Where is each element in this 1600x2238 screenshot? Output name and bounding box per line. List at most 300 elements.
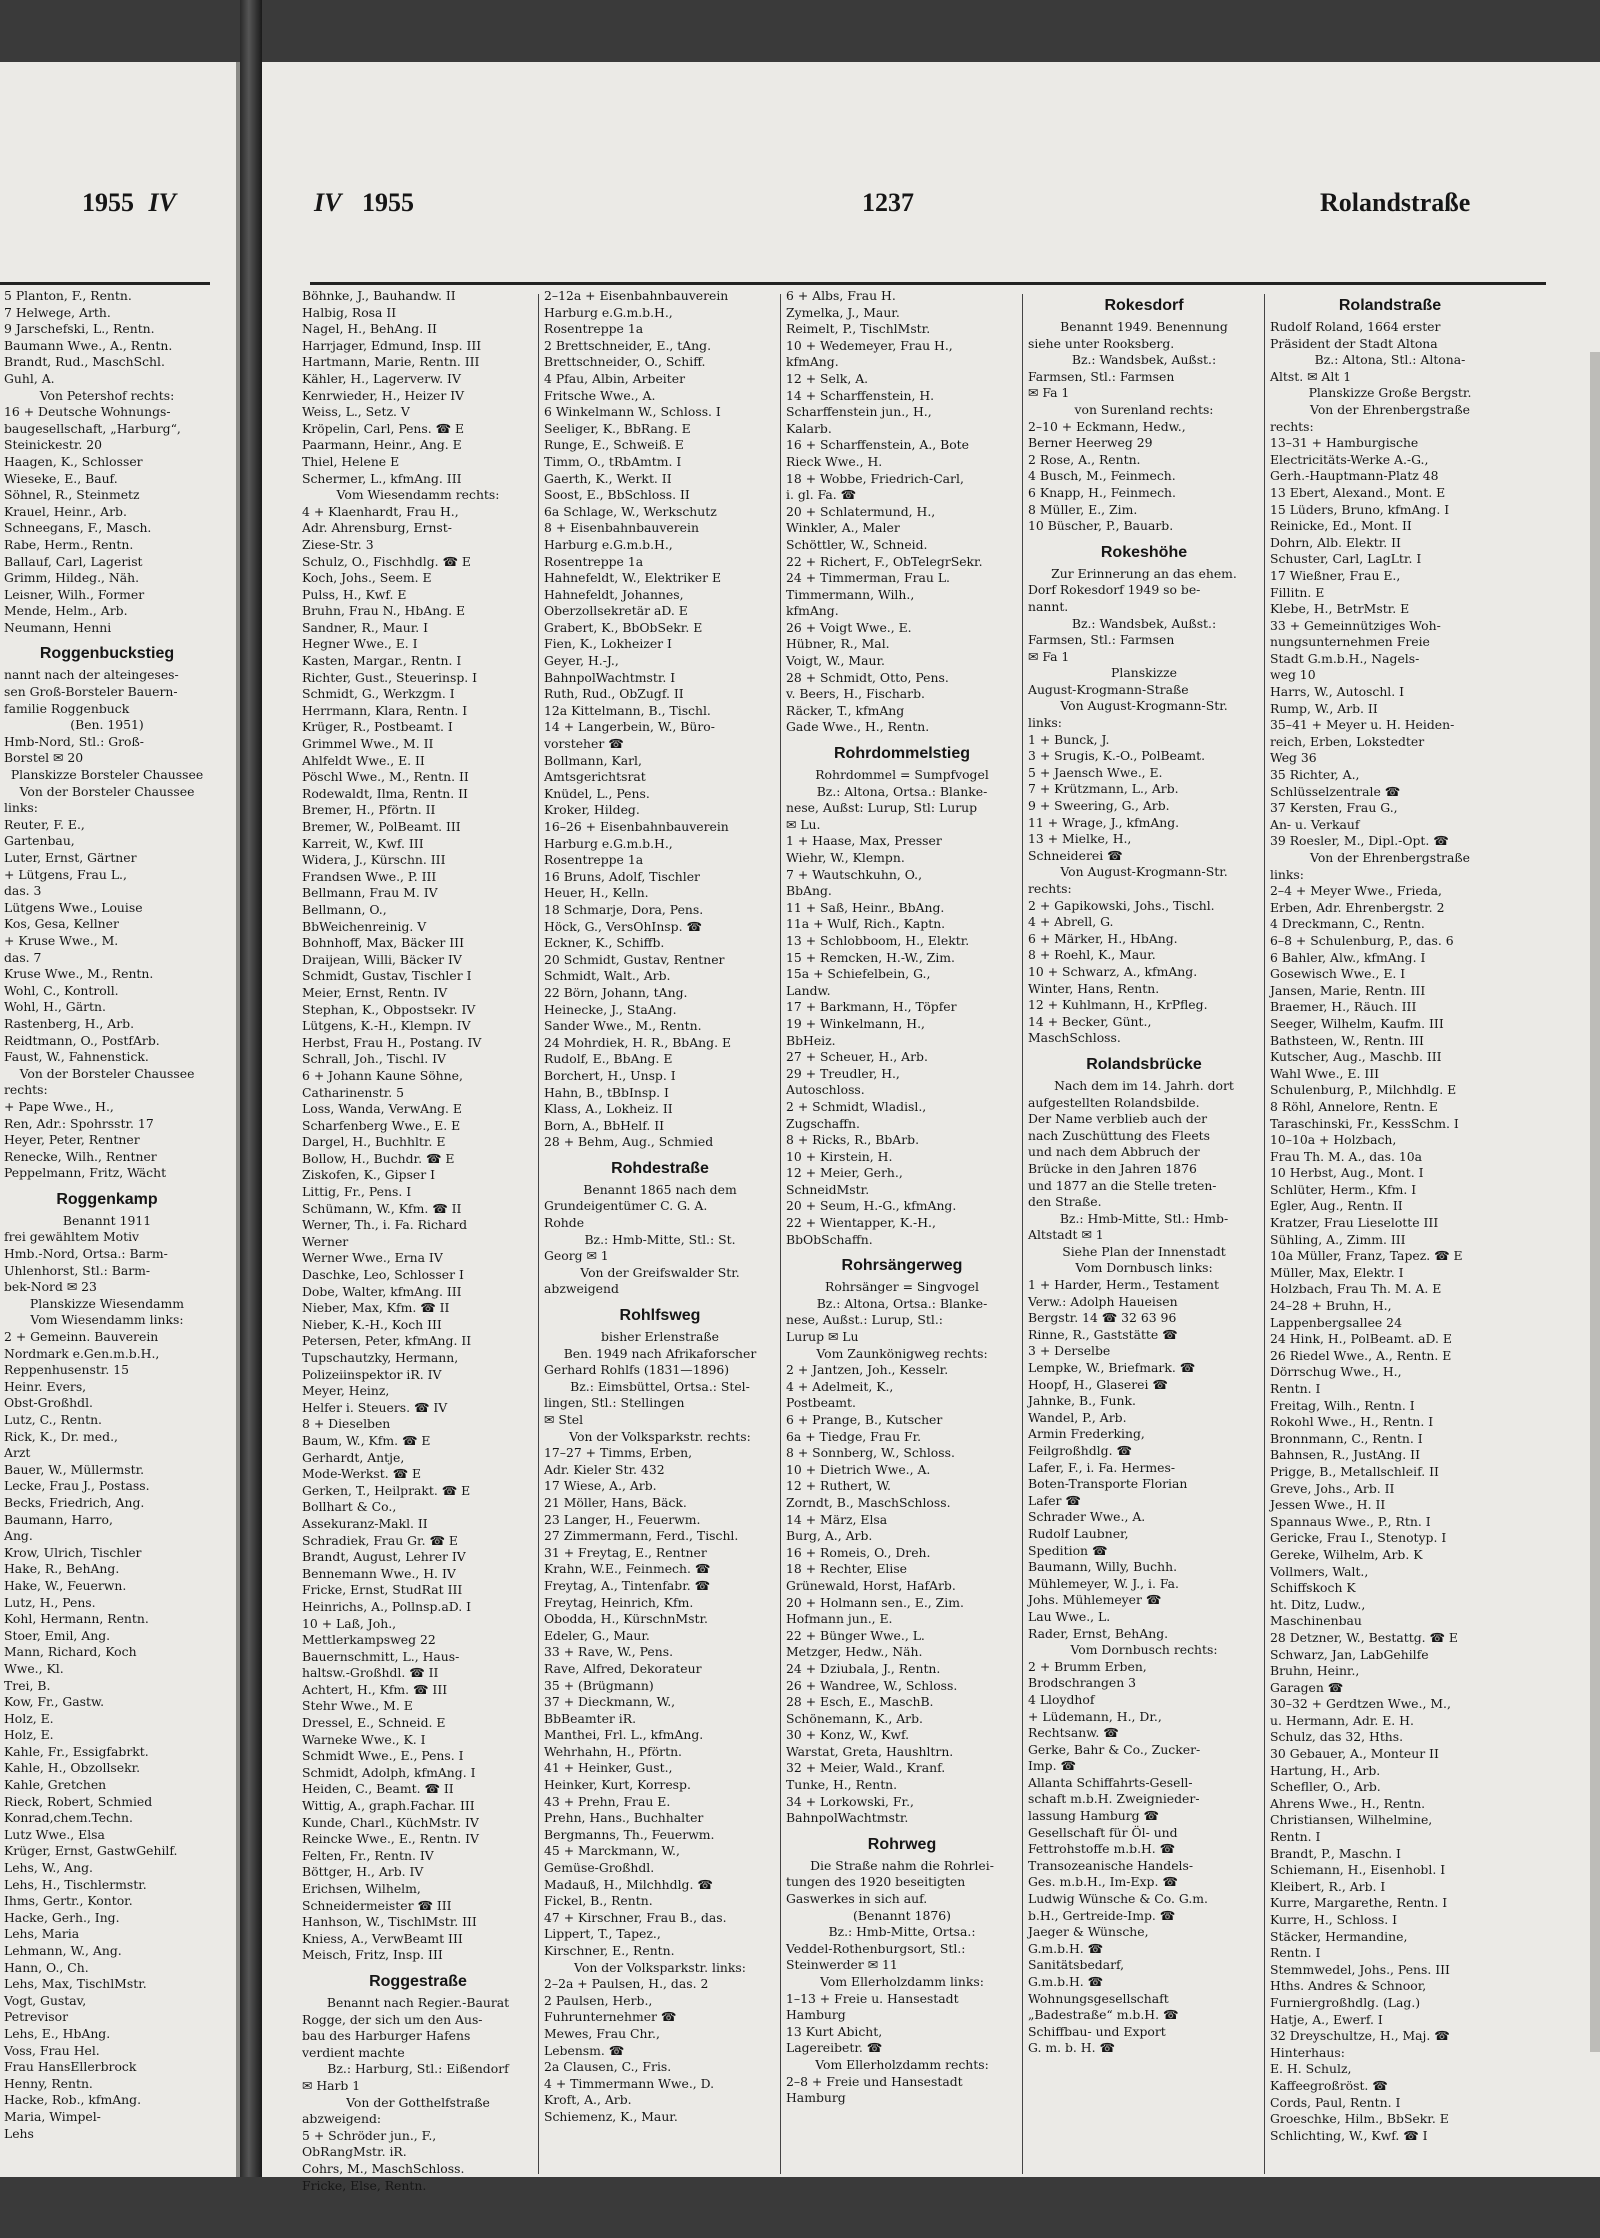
directory-entry: BbWeichenreinig. V: [302, 918, 427, 934]
directory-entry: BahnpolWachtmstr. I: [544, 669, 676, 685]
directory-entry: Brettschneider, O., Schiff.: [544, 354, 706, 370]
directory-entry: Gerke, Bahr & Co., Zucker-: [1028, 1741, 1201, 1757]
directory-entry: 8 + Roehl, K., Maur.: [1028, 947, 1156, 963]
directory-entry: Klebe, H., BetrMstr. E: [1270, 601, 1410, 617]
directory-entry: Grünewald, Horst, HafArb.: [786, 1577, 956, 1593]
directory-entry: 14 + Scharffenstein, H.: [786, 387, 935, 403]
directory-entry: Hake, W., Feuerwn.: [4, 1577, 127, 1593]
directory-entry: Stephan, K., Obpostsekr. IV: [302, 1001, 476, 1017]
directory-entry: 6a + Tiedge, Frau Fr.: [786, 1428, 922, 1444]
directory-entry: Rosentreppe 1a: [544, 321, 644, 337]
directory-entry: Bollmann, Karl,: [544, 752, 642, 768]
directory-entry: Bergstr. 14 ☎ 32 63 96: [1028, 1310, 1177, 1326]
directory-entry: Polizeiinspektor iR. IV: [302, 1366, 442, 1382]
directory-entry: 31 + Freytag, E., Rentner: [544, 1544, 707, 1560]
directory-entry: 28 + Schmidt, Otto, Pens.: [786, 669, 949, 685]
directory-entry: 43 + Prehn, Frau E.: [544, 1793, 671, 1809]
directory-entry: Bruhn, Heinr.,: [1270, 1663, 1360, 1679]
directory-entry: 4 + Adelmeit, K.,: [786, 1378, 894, 1394]
directory-entry: Schümann, W., Kfm. ☎ II: [302, 1200, 462, 1216]
directory-entry: kfmAng.: [786, 603, 839, 619]
directory-entry: Krüger, Ernst, GastwGehilf.: [4, 1843, 178, 1859]
directory-entry: Benannt 1865 nach dem: [583, 1181, 737, 1197]
directory-entry: Schmidt, Gustav, Tischler I: [302, 968, 472, 984]
directory-entry: Koch, Johs., Seem. E: [302, 570, 432, 586]
directory-entry: Peppelmann, Fritz, Wächt: [4, 1165, 167, 1181]
directory-entry: Lutz, C., Rentn.: [4, 1412, 102, 1427]
directory-entry: Meyer, Heinz,: [302, 1383, 390, 1399]
directory-entry: Bremer, W., PolBeamt. III: [302, 819, 461, 834]
directory-entry: 10–10a + Holzbach,: [1270, 1132, 1397, 1148]
directory-entry: 20 Schmidt, Gustav, Rentner: [544, 951, 725, 967]
left-header-rule: [0, 282, 210, 285]
directory-entry: Becks, Friedrich, Ang.: [4, 1494, 145, 1510]
directory-entry: weg 10: [1270, 667, 1316, 683]
directory-entry: 12a Kittelmann, B., Tischl.: [544, 702, 711, 718]
directory-entry: Wohnungsgesellschaft: [1028, 1990, 1169, 2006]
directory-entry: Renecke, Wilh., Rentner: [4, 1148, 157, 1164]
directory-entry: Spedition ☎: [1028, 1542, 1108, 1558]
directory-entry: Schrall, Joh., Tischl. IV: [302, 1051, 446, 1067]
street-heading: Rolandsbrücke: [1086, 1055, 1202, 1073]
directory-entry: Scharfenberg Wwe., E. E: [302, 1117, 461, 1133]
directory-entry: Schlüsselzentrale ☎: [1270, 783, 1401, 799]
directory-entry: Winkler, A., Maler: [786, 520, 900, 536]
directory-entry: Kröpelin, Carl, Pens. ☎ E: [302, 420, 465, 436]
directory-entry: nungsunternehmen Freie: [1270, 634, 1430, 650]
directory-entry: Rogge, der sich um den Aus-: [302, 2011, 483, 2027]
directory-entry: Benannt 1949. Benennung: [1060, 319, 1228, 334]
directory-entry: Holzbach, Frau Th. M. A. E: [1270, 1281, 1442, 1297]
directory-entry: Zorndt, B., MaschSchloss.: [786, 1494, 951, 1510]
directory-entry: Rohrsänger = Singvogel: [825, 1279, 979, 1295]
directory-entry: Lehs, Max, TischlMstr.: [4, 1976, 147, 1992]
column-5: [1270, 288, 1510, 2238]
directory-entry: Dobe, Walter, kfmAng. III: [302, 1283, 462, 1299]
directory-entry: Gaswerkes in sich auf.: [786, 1891, 928, 1907]
directory-entry: Lagereibetr. ☎: [786, 2040, 883, 2056]
directory-entry: Haagen, K., Schlosser: [4, 453, 143, 469]
right-header-year: 1955: [361, 188, 414, 217]
directory-entry: Schiffskoch K: [1270, 1580, 1356, 1596]
directory-entry: Von August-Krogmann-Str.: [1060, 698, 1228, 714]
directory-entry: Petersen, Peter, kfmAng. II: [302, 1333, 472, 1349]
directory-entry: 2–8 + Freie und Hansestadt: [786, 2073, 963, 2089]
directory-entry: das. 7: [4, 949, 42, 965]
directory-entry: Bz.: Altona, Ortsa.: Blanke-: [816, 783, 988, 799]
directory-entry: 10 Büscher, P., Bauarb.: [1028, 518, 1174, 534]
directory-entry: Schulz, das 32, Hths.: [1270, 1729, 1404, 1745]
directory-entry: kfmAng.: [786, 354, 839, 370]
directory-entry: Krow, Ulrich, Tischler: [4, 1544, 142, 1560]
directory-entry: Trei, B.: [4, 1677, 51, 1693]
street-heading: Rohlfsweg: [619, 1307, 701, 1325]
directory-entry: Krahn, W.E., Feinmech. ☎: [544, 1561, 711, 1577]
directory-entry: Heiden, C., Beamt. ☎ II: [302, 1781, 454, 1797]
directory-entry: (Ben. 1951): [70, 717, 144, 733]
directory-entry: 28 + Behm, Aug., Schmied: [544, 1134, 714, 1150]
directory-entry: Lurup ✉ Lu: [786, 1329, 859, 1345]
directory-entry: nese, Außst.: Lurup, Stl.:: [786, 1312, 943, 1328]
directory-entry: Bollow, H., Buchdr. ☎ E: [302, 1150, 455, 1166]
directory-entry: familie Roggenbuck: [4, 700, 130, 716]
street-heading: Roggenkamp: [56, 1190, 158, 1208]
directory-entry: Mettlerkampsweg 22: [302, 1632, 436, 1648]
directory-entry: 18 + Wobbe, Friedrich-Carl,: [786, 470, 964, 486]
directory-entry: Bz.: Wandsbek, Außst.:: [1071, 615, 1217, 631]
directory-entry: 5 + Schröder jun., F.,: [302, 2127, 437, 2143]
directory-entry: Kasten, Margar., Rentn. I: [302, 653, 462, 669]
directory-entry: Ruth, Rud., ObZugf. II: [544, 686, 684, 702]
directory-entry: Von Petershof rechts:: [39, 387, 175, 403]
directory-entry: Schiemann, H., Eisenhobl. I: [1270, 1862, 1446, 1878]
directory-entry: 22 Börn, Johann, tAng.: [544, 984, 688, 1000]
directory-entry: 33 + Gemeinnütziges Woh-: [1270, 617, 1441, 633]
directory-entry: links:: [1028, 715, 1062, 731]
directory-entry: Schradiek, Frau Gr. ☎ E: [302, 1532, 458, 1548]
directory-entry: aufgestellten Rolandsbilde.: [1028, 1094, 1200, 1110]
directory-entry: 34 + Lorkowski, Fr.,: [786, 1793, 914, 1809]
directory-entry: Kratzer, Frau Lieselotte III: [1270, 1215, 1439, 1231]
directory-entry: Karreit, W., Kwf. III: [302, 835, 424, 851]
directory-entry: Werner: [302, 1233, 349, 1249]
directory-entry: und 1877 an die Stelle treten-: [1028, 1177, 1217, 1193]
directory-entry: + Kruse Wwe., M.: [4, 932, 119, 948]
directory-entry: Fritsche Wwe., A.: [544, 387, 656, 403]
directory-entry: 8 + Dieselben: [302, 1416, 391, 1432]
directory-entry: Schönemann, K., Arb.: [786, 1710, 923, 1726]
directory-entry: Kroker, Hildeg.: [544, 802, 640, 818]
directory-entry: Allanta Schiffahrts-Gesell-: [1028, 1774, 1193, 1790]
directory-entry: Nordmark e.Gen.m.b.H.,: [4, 1345, 160, 1361]
directory-entry: 12 + Meier, Gerh.,: [786, 1165, 903, 1181]
directory-entry: Müller, Max, Elektr. I: [1270, 1264, 1404, 1280]
directory-entry: Heinrichs, A., Pollnsp.aD. I: [302, 1598, 471, 1614]
directory-entry: Vom Dornbusch rechts:: [1070, 1642, 1218, 1658]
directory-entry: Bohnhoff, Max, Bäcker III: [302, 935, 464, 951]
directory-entry: ✉ Stel: [544, 1412, 584, 1427]
directory-entry: Groeschke, Hilm., BbSekr. E: [1270, 2111, 1449, 2127]
directory-entry: Schermer, L., kfmAng. III: [302, 470, 462, 486]
directory-entry: 47 + Kirschner, Frau B., das.: [544, 1909, 727, 1925]
directory-entry: 2 Paulsen, Herb.,: [544, 1992, 653, 2008]
directory-entry: Furniergroßhdlg. (Lag.): [1270, 1994, 1421, 2010]
directory-entry: abzweigend: [544, 1281, 619, 1297]
directory-entry: reich, Erben, Lokstedter: [1270, 733, 1425, 749]
directory-entry: Rentn. I: [1270, 1945, 1321, 1961]
directory-entry: Knüdel, L., Pens.: [544, 785, 650, 801]
directory-entry: Bergmanns, Th., Feuerwm.: [544, 1826, 715, 1842]
directory-entry: Von der Borsteler Chaussee: [19, 783, 195, 799]
directory-entry: Böttger, H., Arb. IV: [302, 1864, 424, 1880]
directory-entry: Schneidermeister ☎ III: [302, 1897, 452, 1913]
directory-entry: Gerhard Rohlfs (1831—1896): [544, 1362, 730, 1378]
directory-entry: (Benannt 1876): [853, 1907, 951, 1923]
directory-entry: Vom Ellerholzdamm links:: [820, 1974, 984, 1989]
directory-entry: Hahnefeldt, W., Elektriker E: [544, 570, 722, 586]
directory-entry: Hmb.-Nord, Ortsa.: Barm-: [4, 1246, 168, 1262]
directory-entry: Bz.: Altona, Stl.: Altona-: [1314, 352, 1466, 368]
directory-entry: 2–2a + Paulsen, H., das. 2: [544, 1976, 709, 1992]
directory-entry: Fricke, Else, Rentn.: [302, 2177, 427, 2193]
directory-entry: Hahn, B., tBbInsp. I: [544, 1084, 669, 1100]
directory-entry: Gereke, Wilhelm, Arb. K: [1270, 1546, 1423, 1562]
directory-entry: Harburg e.G.m.b.H.,: [544, 536, 673, 552]
directory-entry: Seeliger, K., BbRang. E: [544, 420, 691, 436]
directory-entry: Kahle, H., Obzollsekr.: [4, 1760, 141, 1776]
directory-entry: Lütgens, K.-H., Klempn. IV: [302, 1018, 471, 1034]
directory-entry: Heyer, Peter, Rentner: [4, 1132, 140, 1148]
directory-entry: Neumann, Henni: [4, 619, 112, 635]
directory-entry: Kutscher, Aug., Maschb. III: [1270, 1049, 1442, 1065]
directory-entry: MaschSchloss.: [1028, 1030, 1121, 1046]
directory-entry: Brandt, August, Lehrer IV: [302, 1549, 466, 1565]
directory-entry: Pulss, H., Kwf. E: [302, 586, 407, 602]
directory-entry: Lutz, H., Pens.: [4, 1594, 96, 1610]
directory-entry: 2a Clausen, C., Fris.: [544, 2059, 672, 2075]
directory-entry: Präsident der Stadt Altona: [1270, 335, 1438, 351]
directory-entry: Lehs, W., Ang.: [4, 1860, 93, 1876]
directory-entry: Wehrhahn, H., Pförtn.: [544, 1743, 682, 1759]
directory-entry: 24 Mohrdiek, H. R., BbAng. E: [544, 1034, 732, 1050]
directory-entry: Gesellschaft für Öl- und: [1028, 1824, 1178, 1840]
directory-entry: Cords, Paul, Rentn. I: [1270, 2094, 1401, 2110]
directory-entry: Uhlenhorst, Stl.: Barm-: [4, 1262, 151, 1278]
directory-entry: Vogt, Gustav,: [4, 1992, 87, 2008]
directory-entry: Transozeanische Handels-: [1028, 1857, 1194, 1873]
directory-entry: Holz, E.: [4, 1710, 54, 1726]
directory-entry: 6 + Johann Kaune Söhne,: [302, 1067, 463, 1083]
directory-entry: nannt.: [1028, 598, 1069, 614]
directory-entry: 29 + Treudler, H.,: [786, 1065, 900, 1081]
page-edge-shadow: [1590, 352, 1600, 2052]
directory-entry: Hths. Andres & Schnoor,: [1270, 1978, 1427, 1994]
directory-entry: Freytag, Heinrich, Kfm.: [544, 1594, 694, 1610]
directory-entry: Grimmel Wwe., M. II: [302, 736, 434, 752]
directory-entry: Grimm, Hildeg., Näh.: [4, 570, 140, 586]
column-divider: [1022, 294, 1023, 2174]
directory-entry: Lippert, T., Tapez.,: [544, 1926, 661, 1942]
directory-entry: 20 + Schlatermund, H.,: [786, 503, 936, 519]
directory-entry: 14 + Langerbein, W., Büro-: [544, 719, 715, 735]
directory-entry: 27 Zimmermann, Ferd., Tischl.: [544, 1528, 739, 1544]
directory-entry: 2 + Schmidt, Wladisl.,: [786, 1098, 927, 1114]
directory-entry: Grundeigentümer C. G. A.: [544, 1198, 708, 1214]
directory-entry: Herbst, Frau H., Postang. IV: [302, 1034, 482, 1050]
directory-entry: Freytag, A., Tintenfabr. ☎: [544, 1577, 711, 1593]
directory-entry: 4 Lloydhof: [1028, 1691, 1095, 1707]
directory-entry: Obodda, H., KürschnMstr.: [544, 1611, 708, 1627]
directory-entry: abzweigend:: [302, 2111, 382, 2127]
directory-entry: Schiffbau- und Export: [1028, 2023, 1166, 2039]
directory-entry: Krüger, R., Postbeamt. I: [302, 719, 453, 735]
directory-entry: Georg ✉ 1: [544, 1248, 609, 1264]
directory-entry: Von August-Krogmann-Str.: [1060, 864, 1228, 880]
street-heading: Rokesdorf: [1104, 297, 1184, 314]
directory-entry: 22 + Bünger Wwe., L.: [786, 1627, 925, 1643]
directory-entry: Gartenbau,: [4, 833, 75, 849]
directory-entry: Manthei, Frl. L., kfmAng.: [544, 1727, 704, 1743]
left-header-year: 1955: [82, 188, 134, 217]
directory-entry: Altst. ✉ Alt 1: [1270, 368, 1352, 384]
directory-entry: Widera, J., Kürschn. III: [302, 852, 446, 868]
directory-entry: 8 Röhl, Annelore, Rentn. E: [1270, 1098, 1438, 1114]
directory-entry: Kohl, Hermann, Rentn.: [4, 1611, 149, 1627]
directory-entry: Ang.: [4, 1528, 33, 1544]
directory-entry: Rohrdommel = Sumpfvogel: [815, 767, 989, 783]
directory-entry: Lütgens Wwe., Louise: [4, 899, 143, 915]
directory-entry: Jahnke, B., Funk.: [1028, 1393, 1136, 1409]
directory-entry: Erben, Adr. Ehrenbergstr. 2: [1270, 899, 1445, 915]
directory-entry: bek-Nord ✉ 23: [4, 1279, 97, 1295]
directory-entry: Schmidt, Walt., Arb.: [544, 968, 671, 984]
directory-entry: Assekuranz-Makl. II: [302, 1515, 428, 1531]
directory-entry: Bathsteen, W., Rentn. III: [1270, 1032, 1424, 1048]
directory-entry: Prehn, Hans., Buchhalter: [544, 1810, 704, 1826]
directory-entry: nach Zuschüttung des Fleets: [1028, 1127, 1210, 1143]
directory-entry: Mühlemeyer, W. J., i. Fa.: [1028, 1575, 1179, 1591]
directory-entry: Bollhart & Co.,: [302, 1499, 397, 1515]
directory-entry: Hübner, R., Mal.: [786, 636, 890, 652]
directory-entry: 22 + Wientapper, K.-H.,: [786, 1215, 936, 1231]
directory-entry: Richter, Gust., Steuerinsp. I: [302, 669, 478, 685]
directory-entry: 14 + März, Elsa: [786, 1511, 888, 1527]
directory-entry: Bremer, H., Pförtn. II: [302, 802, 436, 818]
directory-entry: 28 Detzner, W., Bestattg. ☎ E: [1270, 1629, 1458, 1645]
directory-entry: Ren, Adr.: Spohrsstr. 17: [4, 1115, 154, 1131]
directory-entry: rechts:: [4, 1082, 48, 1098]
directory-entry: Egler, Aug., Rentn. II: [1270, 1198, 1403, 1214]
directory-entry: Jaeger & Wünsche,: [1028, 1924, 1149, 1940]
right-header-roman: IV: [314, 188, 342, 217]
directory-entry: 17 Wiese, A., Arb.: [544, 1478, 657, 1494]
directory-entry: und nach dem Abbruch der: [1028, 1144, 1200, 1160]
directory-entry: 2 Brettschneider, E., tAng.: [544, 337, 712, 353]
directory-entry: Schefller, O., Arb.: [1270, 1779, 1381, 1795]
directory-entry: 2 + Jantzen, Joh., Kesselr.: [786, 1362, 949, 1378]
directory-entry: Spannaus Wwe., P., Rtn. I: [1270, 1513, 1431, 1529]
directory-entry: Bauer, W., Müllermstr.: [4, 1461, 145, 1477]
directory-entry: Henny, Rentn.: [4, 2075, 93, 2091]
directory-entry: Borchert, H., Unsp. I: [544, 1067, 676, 1083]
directory-entry: ObRangMstr. iR.: [302, 2144, 407, 2160]
directory-entry: Söhnel, R., Steinmetz: [4, 487, 140, 503]
directory-entry: Seeger, Wilhelm, Kaufm. III: [1270, 1015, 1444, 1031]
directory-entry: Erichsen, Wilhelm,: [302, 1881, 421, 1896]
directory-entry: Hartung, H., Arb.: [1270, 1762, 1381, 1778]
directory-entry: Loss, Wanda, VerwAng. E: [302, 1101, 462, 1117]
directory-entry: 11 + Saß, Heinr., BbAng.: [786, 899, 945, 915]
directory-entry: 17–27 + Timms, Erben,: [544, 1445, 693, 1461]
directory-entry: schaft m.b.H. Zweignieder-: [1028, 1791, 1200, 1807]
left-page-header: [82, 188, 176, 222]
directory-entry: 4 Pfau, Albin, Arbeiter: [544, 370, 685, 386]
directory-entry: 41 + Heinker, Gust.,: [544, 1760, 673, 1776]
directory-entry: ✉ Fa 1: [1028, 648, 1070, 664]
directory-entry: Winter, Hans, Rentn.: [1028, 980, 1160, 996]
directory-entry: Stehr Wwe., M. E: [302, 1698, 413, 1714]
directory-entry: Autoschloss.: [786, 1082, 865, 1098]
directory-entry: Hofmann jun., E.: [786, 1611, 893, 1627]
directory-entry: Wiehr, W., Klempn.: [786, 850, 905, 865]
directory-entry: Taraschinski, Fr., KessSchm. I: [1270, 1115, 1459, 1131]
directory-entry: 2–10 + Eckmann, Hedw.,: [1028, 418, 1186, 434]
directory-entry: Lempke, W., Briefmark. ☎: [1028, 1360, 1196, 1376]
directory-entry: Rinne, R., Gaststätte ☎: [1028, 1326, 1178, 1342]
directory-entry: Hamburg: [786, 2007, 846, 2023]
directory-entry: Jansen, Marie, Rentn. III: [1270, 982, 1426, 998]
directory-entry: Freitag, Wilh., Rentn. I: [1270, 1397, 1415, 1413]
directory-entry: Postbeamt.: [786, 1395, 856, 1411]
directory-entry: Der Name verblieb auch der: [1028, 1111, 1208, 1127]
directory-entry: 30–32 + Gerdtzen Wwe., M.,: [1270, 1696, 1451, 1712]
directory-entry: 18 Schmarje, Dora, Pens.: [544, 901, 704, 917]
directory-entry: 13–31 + Hamburgische: [1270, 435, 1419, 451]
directory-entry: b.H., Gertreide-Imp. ☎: [1028, 1907, 1176, 1923]
directory-entry: Heinker, Kurt, Korresp.: [544, 1777, 691, 1793]
directory-entry: von Surenland rechts:: [1074, 401, 1214, 417]
directory-entry: Wieseke, E., Bauf.: [4, 470, 118, 486]
directory-entry: Werner, Th., i. Fa. Richard: [302, 1217, 468, 1233]
directory-entry: 7 + Wautschkuhn, O.,: [786, 866, 923, 882]
directory-entry: 22 + Richert, F., ObTelegrSekr.: [786, 553, 983, 569]
directory-entry: Gaerth, K., Werkt. II: [544, 470, 672, 486]
directory-entry: Gerh.-Hauptmann-Platz 48: [1270, 468, 1439, 484]
directory-entry: Borstel ✉ 20: [4, 750, 84, 766]
directory-entry: 10 + Wedemeyer, Frau H.,: [786, 337, 953, 353]
directory-entry: 19 + Winkelmann, H.,: [786, 1015, 925, 1031]
directory-entry: Schneegans, F., Masch.: [4, 520, 152, 536]
directory-entry: G.m.b.H. ☎: [1028, 1974, 1104, 1989]
directory-entry: 32 + Meier, Wald., Kranf.: [786, 1760, 946, 1776]
directory-entry: Lecke, Frau J., Postass.: [4, 1478, 150, 1494]
directory-entry: Fuhrunternehmer ☎: [544, 2009, 677, 2025]
right-page: [262, 62, 1600, 2193]
directory-entry: Leisner, Wilh., Former: [4, 586, 145, 602]
directory-entry: Lehmann, W., Ang.: [4, 1943, 122, 1958]
street-heading: Rolandstraße: [1338, 297, 1442, 314]
directory-entry: Brodschrangen 3: [1028, 1675, 1137, 1691]
directory-entry: frei gewähltem Motiv: [4, 1229, 140, 1245]
directory-entry: Bz.: Harburg, Stl.: Eißendorf: [327, 2061, 509, 2077]
directory-entry: Höck, G., VersOhInsp. ☎: [544, 918, 702, 934]
directory-entry: Obst-Großhdl.: [4, 1395, 93, 1411]
directory-entry: Vom Ellerholzdamm rechts:: [815, 2056, 989, 2072]
directory-entry: Reppenhusenstr. 15: [4, 1362, 130, 1378]
directory-entry: Ben. 1949 nach Afrikaforscher: [563, 1345, 757, 1361]
street-heading: Roggenbuckstieg: [39, 645, 175, 663]
directory-entry: 5 + Jaensch Wwe., E.: [1028, 764, 1163, 780]
directory-entry: SchneidMstr.: [786, 1181, 870, 1197]
directory-entry: Baumann, Willy, Buchh.: [1028, 1559, 1178, 1575]
directory-entry: Sühling, A., Zimm. III: [1270, 1231, 1406, 1247]
directory-entry: den Straße.: [1028, 1194, 1102, 1210]
directory-entry: Böhnke, J., Bauhandw. II: [302, 288, 456, 303]
directory-entry: Rabe, Herm., Rentn.: [4, 536, 134, 552]
directory-entry: Achtert, H., Kfm. ☎ III: [302, 1681, 448, 1697]
running-head-street: Rolandstraße: [1320, 188, 1471, 217]
directory-entry: Von der Ehrenbergstraße: [1310, 850, 1470, 865]
directory-entry: Fricke, Ernst, StudRat III: [302, 1582, 463, 1598]
directory-entry: Klass, A., Lokheiz. II: [544, 1101, 673, 1117]
directory-entry: Lehs, Maria: [4, 1926, 80, 1942]
directory-entry: Nagel, H., BehAng. II: [302, 321, 437, 337]
directory-entry: Feilgroßhdlg. ☎: [1028, 1443, 1132, 1458]
directory-entry: Runge, E., Schweiß. E: [544, 437, 684, 453]
directory-entry: Rodewaldt, Ilma, Rentn. II: [302, 785, 468, 801]
directory-entry: Harrjager, Edmund, Insp. III: [302, 337, 482, 353]
directory-entry: Hahnefeldt, Johannes,: [544, 586, 684, 602]
